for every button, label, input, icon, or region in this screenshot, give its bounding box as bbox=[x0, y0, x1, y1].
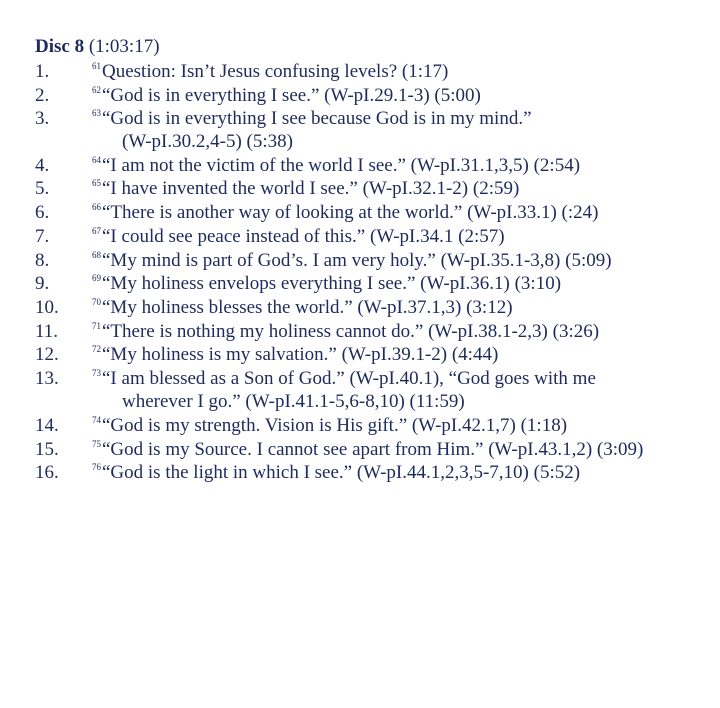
track-number: 75 bbox=[92, 439, 101, 449]
item-title: “God is in everything I see.” (W-pI.29.1-3) (5:00) bbox=[102, 85, 481, 106]
item-text bbox=[92, 177, 519, 203]
item-number: 9. bbox=[35, 273, 50, 294]
item-number: 3. bbox=[35, 108, 50, 129]
item-title: “I am blessed as a Son of God.” (W-pI.40.1), “God goes with me bbox=[102, 368, 596, 389]
disc-duration: (1:03:17) bbox=[88, 36, 160, 57]
disc-heading bbox=[35, 36, 160, 58]
item-number: 11. bbox=[35, 321, 59, 342]
item-number: 16. bbox=[35, 462, 59, 483]
track-number: 64 bbox=[92, 155, 101, 165]
item-title: “My holiness envelops everything I see.” (W-pI.36.1) (3:10) bbox=[102, 273, 562, 294]
item-text bbox=[92, 60, 448, 86]
track-number: 63 bbox=[92, 108, 101, 118]
track-number: 66 bbox=[92, 202, 101, 212]
item-title: “God is my Source. I cannot see apart from Him.” (W-pI.43.1,2) (3:09) bbox=[102, 439, 644, 460]
item-title: “There is another way of looking at the world.” (W-pI.33.1) (:24) bbox=[102, 202, 599, 223]
item-number: 7. bbox=[35, 226, 50, 247]
item-number: 6. bbox=[35, 202, 50, 223]
item-number: 4. bbox=[35, 155, 50, 176]
item-text bbox=[92, 201, 598, 227]
item-title: “I could see peace instead of this.” (W-pI.34.1 (2:57) bbox=[102, 226, 505, 247]
item-number: 5. bbox=[35, 178, 50, 199]
item-title: “God is my strength. Vision is His gift.” (W-pI.42.1,7) (1:18) bbox=[102, 415, 568, 436]
track-number: 69 bbox=[92, 273, 101, 283]
item-text bbox=[92, 414, 567, 440]
item-title: “I am not the victim of the world I see.” (W-pI.31.1,3,5) (2:54) bbox=[102, 155, 581, 176]
item-title: Question: Isn’t Jesus confusing levels? (1:17) bbox=[102, 61, 449, 82]
item-title: “God is in everything I see because God is in my mind.” bbox=[102, 108, 532, 129]
item-title: “God is the light in which I see.” (W-pI.44.1,2,3,5-7,10) (5:52) bbox=[102, 462, 581, 483]
item-number: 2. bbox=[35, 85, 50, 106]
item-number: 8. bbox=[35, 250, 50, 271]
track-number: 68 bbox=[92, 250, 101, 260]
item-text bbox=[92, 461, 580, 487]
item-continuation: (W-pI.30.2,4-5) (5:38) bbox=[122, 131, 293, 152]
item-text bbox=[92, 343, 498, 369]
track-number: 73 bbox=[92, 368, 101, 378]
item-text bbox=[92, 272, 561, 298]
track-number: 65 bbox=[92, 178, 101, 188]
item-title: “I have invented the world I see.” (W-pI.32.1-2) (2:59) bbox=[102, 178, 520, 199]
track-number: 71 bbox=[92, 321, 101, 331]
item-title: “There is nothing my holiness cannot do.” (W-pI.38.1-2,3) (3:26) bbox=[102, 321, 600, 342]
item-number: 13. bbox=[35, 368, 59, 389]
track-number: 76 bbox=[92, 462, 101, 472]
item-text bbox=[92, 296, 513, 322]
item-number: 12. bbox=[35, 344, 59, 365]
item-number: 14. bbox=[35, 415, 59, 436]
track-number: 67 bbox=[92, 226, 101, 236]
track-number: 72 bbox=[92, 344, 101, 354]
track-number: 61 bbox=[92, 61, 101, 71]
track-number: 62 bbox=[92, 85, 101, 95]
item-continuation: wherever I go.” (W-pI.41.1-5,6-8,10) (11:59) bbox=[122, 391, 465, 412]
track-number: 74 bbox=[92, 415, 101, 425]
item-number: 10. bbox=[35, 297, 59, 318]
item-title: “My holiness blesses the world.” (W-pI.37.1,3) (3:12) bbox=[102, 297, 513, 318]
item-number: 1. bbox=[35, 61, 50, 82]
item-number: 15. bbox=[35, 439, 59, 460]
item-text bbox=[92, 225, 505, 251]
item-title: “My holiness is my salvation.” (W-pI.39.1-2) (4:44) bbox=[102, 344, 499, 365]
disc-title: Disc 8 bbox=[35, 36, 85, 57]
item-title: “My mind is part of God’s. I am very holy.” (W-pI.35.1-3,8) (5:09) bbox=[102, 250, 612, 271]
track-number: 70 bbox=[92, 297, 101, 307]
